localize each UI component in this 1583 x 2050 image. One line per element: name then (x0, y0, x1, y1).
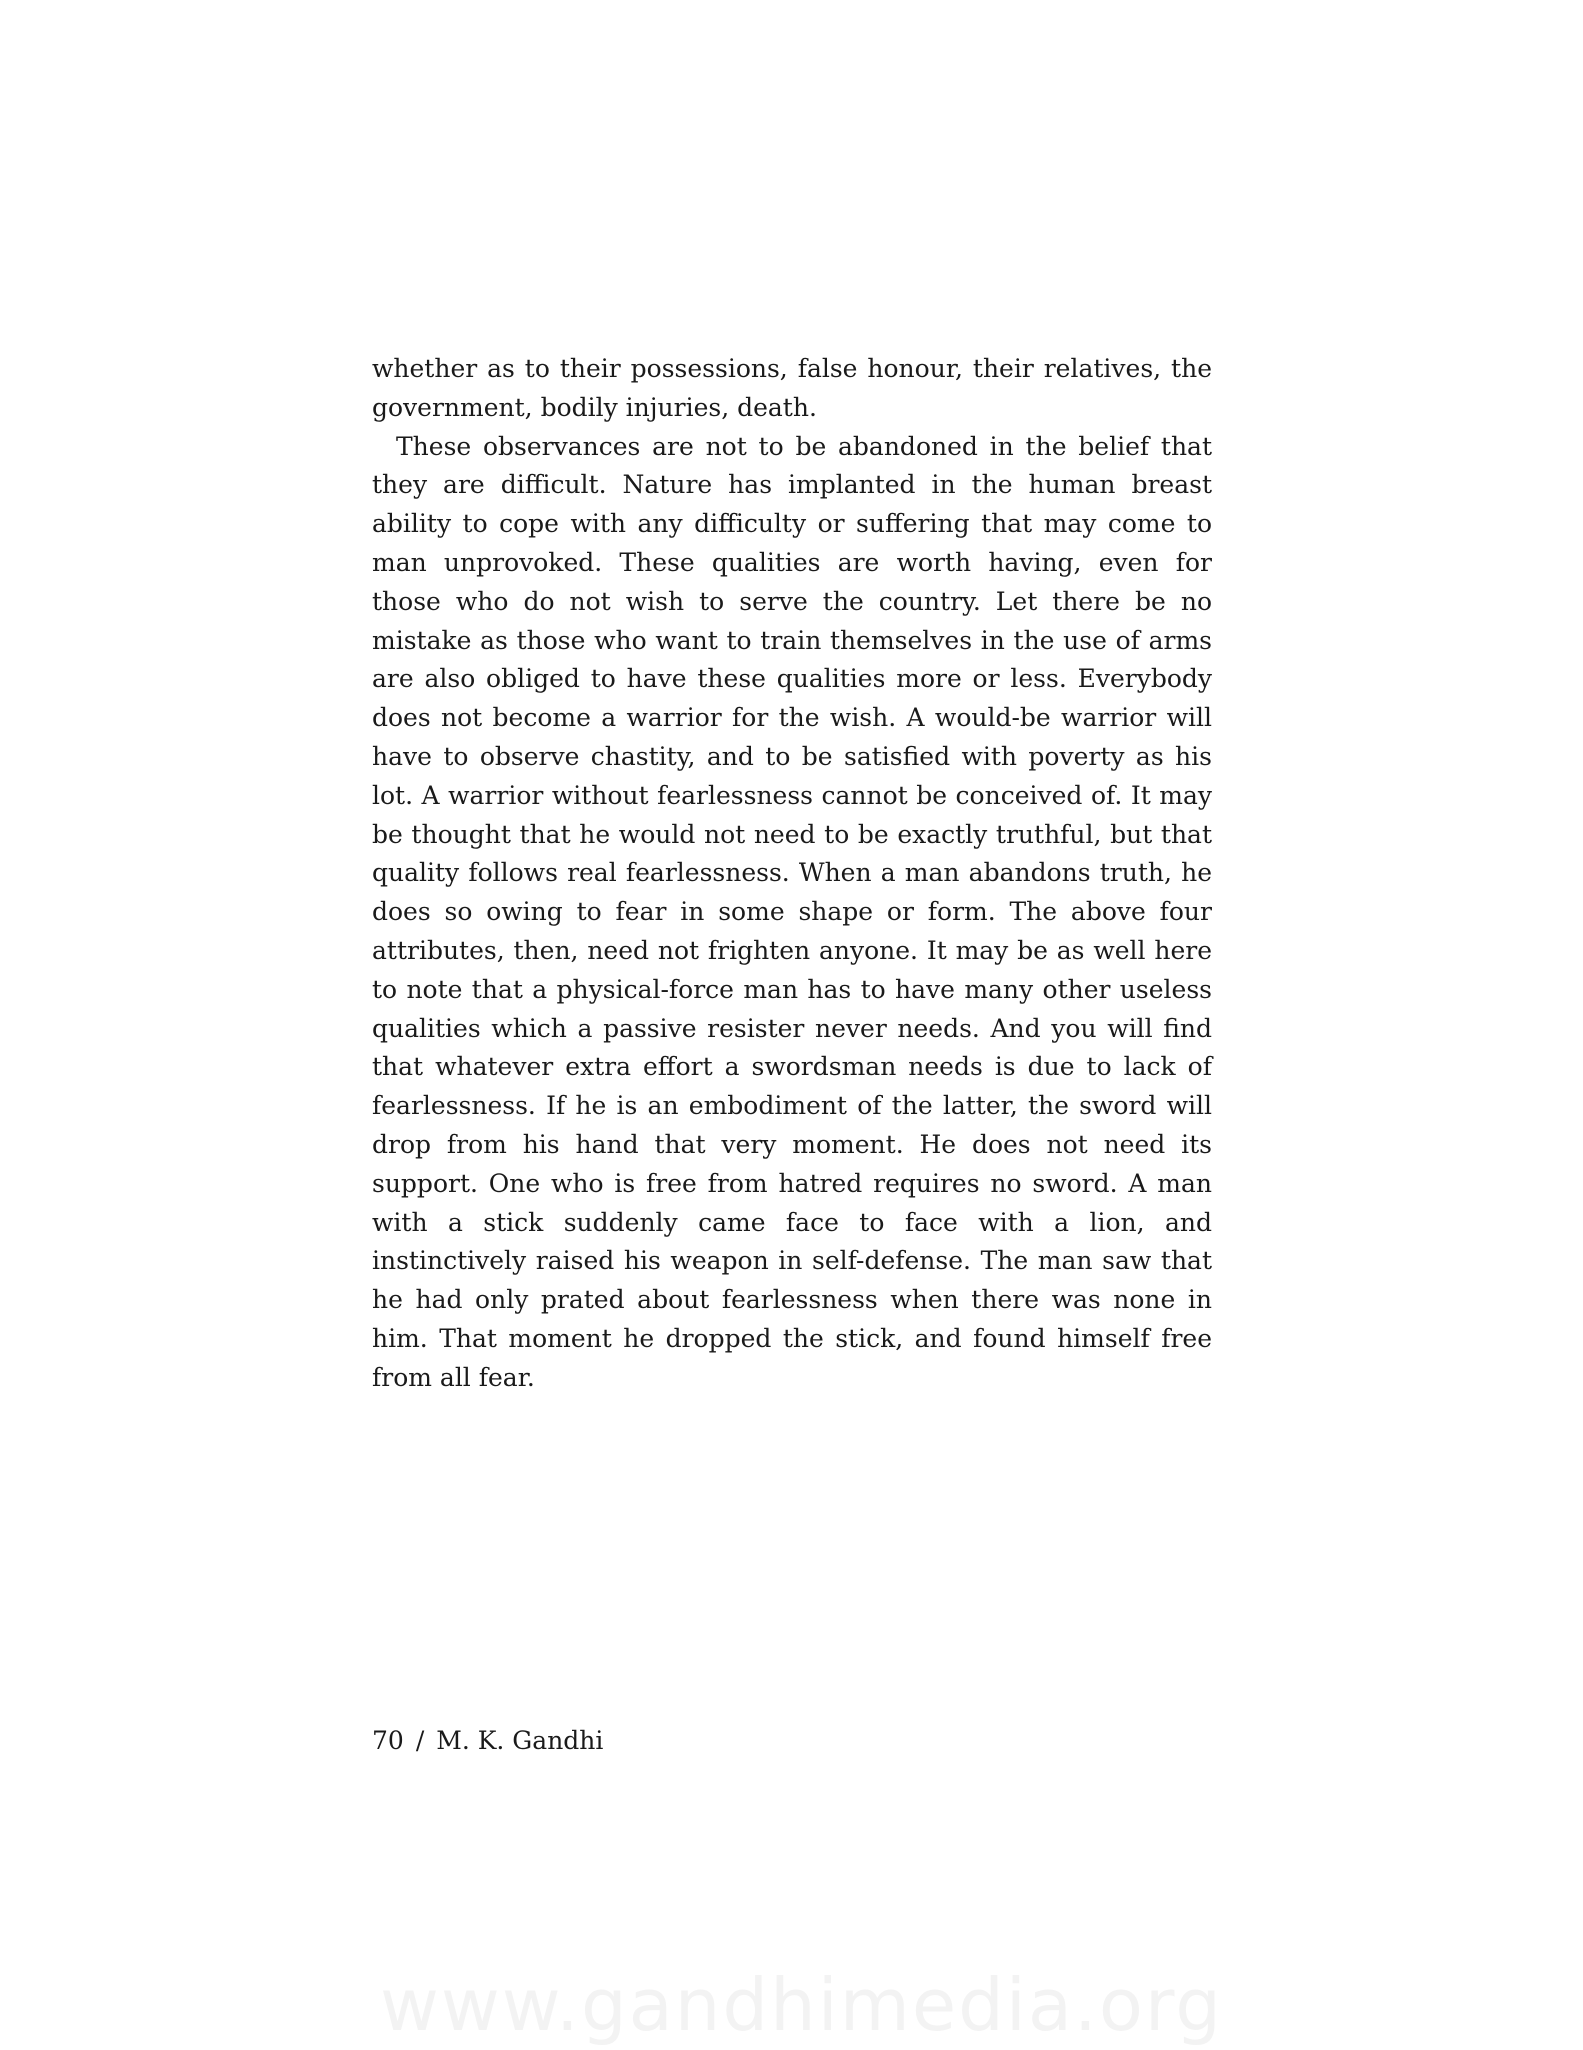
paragraph: These observances are not to be abandoned in the belief that they are difficult. Nature has implanted in the human breast ability to cope with any difficulty or suffering that may come to man unprovoked. These qualities are worth having, even for those who do not wish to serve the country. Let there be no mistake as those who want to train themselves in the use of arms are also obliged to have these qualities more or less. Everybody does not become a warrior for the wish. A would-be warrior will have to observe chastity, and to be satisfied with poverty as his lot. A warrior without fearlessness cannot be conceived of. It may be thought that he would not need to be exactly truthful, but that quality follows real fearlessness. When a man abandons truth, he does so owing to fear in some shape or form. The above four attributes, then, need not frighten anyone. It may be as well here to note that a physical-force man has to have many other useless qualities which a passive resister never needs. And you will find that whatever extra effort a swordsman needs is due to lack of fearlessness. If he is an embodiment of the latter, the sword will drop from his hand that very moment. He does not need its support. One who is free from hatred requires no sword. A man with a stick suddenly came face to face with a lion, and instinctively raised his weapon in self-defense. The man saw that he had only prated about fearlessness when there was none in him. That moment he dropped the stick, and found himself free from all fear. (372, 431, 1212, 1392)
footer-separator: / (415, 1726, 425, 1755)
watermark: www.gandhimedia.org (380, 1963, 1223, 2047)
page-footer (372, 1724, 603, 1758)
author-name: M. K. Gandhi (436, 1726, 604, 1755)
page-number: 70 (372, 1726, 404, 1755)
body-text (372, 350, 1212, 1398)
paragraph-continued: whether as to their possessions, false honour, their relatives, the government, bodily injuries, death. (372, 354, 1212, 422)
